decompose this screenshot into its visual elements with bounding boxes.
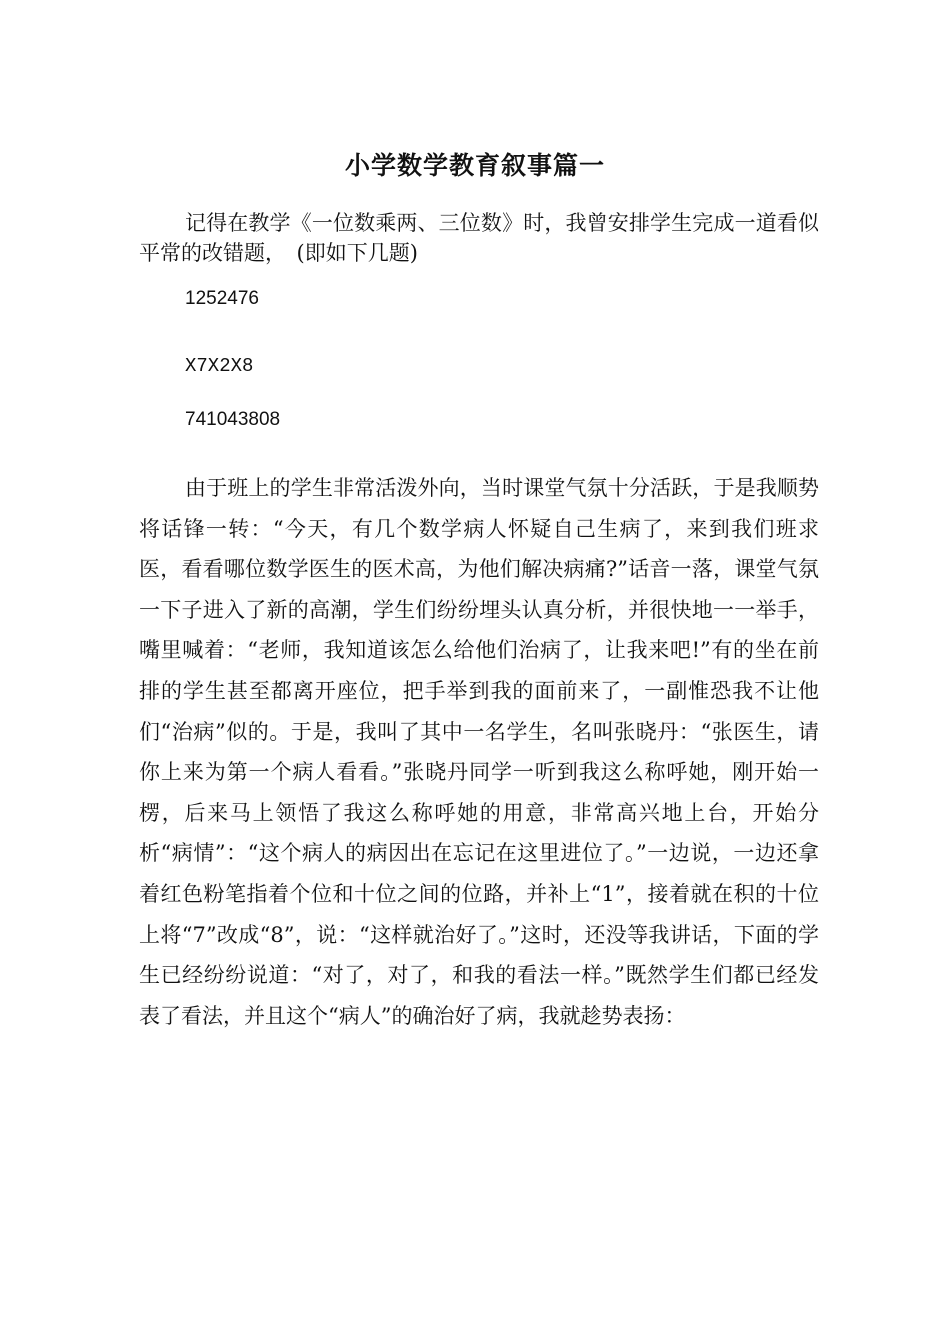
math-line-1: 1252476 bbox=[185, 288, 259, 309]
math-line-2: X7X2X8 bbox=[185, 355, 254, 377]
intro-paragraph: 记得在教学《一位数乘两、三位数》时，我曾安排学生完成一道看似平常的改错题， (即如下几题) bbox=[139, 211, 819, 265]
math-line-3: 741043808 bbox=[185, 409, 281, 430]
body-paragraph: 由于班上的学生非常活泼外向，当时课堂气氛十分活跃，于是我顺势将话锋一转：“今天，有几个数学病人怀疑自己生病了，来到我们班求医，看看哪位数学医生的医术高，为他们解决病痛?”话音一落，课堂气氛一下子进入了新的高潮，学生们纷纷埋头认真分析，并很快地一一举手，嘴里喊着：“老师，我知道该怎么给他们治病了，让我来吧!”有的坐在前排的学生甚至都离开座位，把手举到我的面前来了，一副惟恐我不让他们“治病”似的。于是，我叫了其中一名学生，名叫张晓丹：“张医生，请你上来为第一个病人看看。”张晓丹同学一听到我这么称呼她，刚开始一楞，后来马上领悟了我这么称呼她的用意，非常高兴地上台，开始分析“病情”：“这个病人的病因出在忘记在这里进位了。”一边说，一边还拿着红色粉笔指着个位和十位之间的位路，并补上“1”，接着就在积的十位上将“7”改成“8”，说：“这样就治好了。”这时，还没等我讲话，下面的学生已经纷纷说道：“对了，对了，和我的看法一样。”既然学生们都已经发表了看法，并且这个“病人”的确治好了病，我就趁势表扬： bbox=[139, 476, 819, 1028]
document-title: 小学数学教育叙事篇一 bbox=[344, 151, 605, 180]
